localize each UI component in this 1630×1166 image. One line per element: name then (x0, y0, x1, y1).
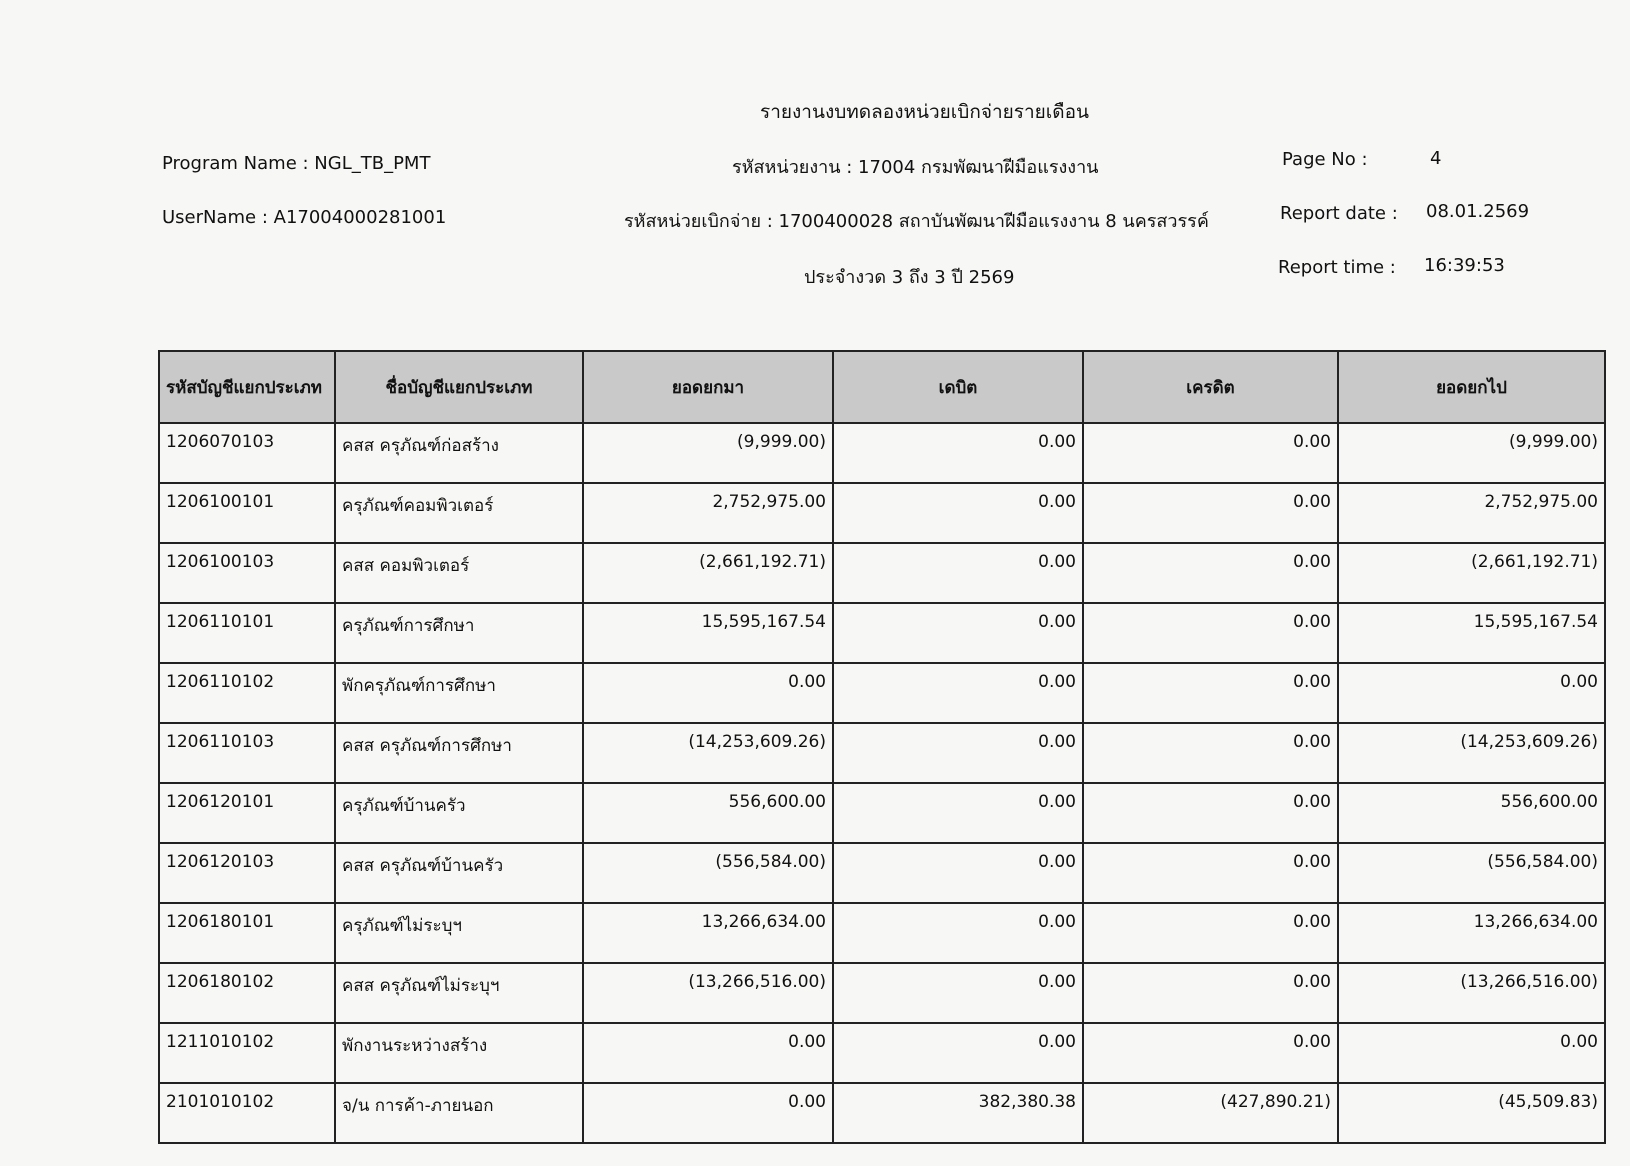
account-code-cell: 1206100103 (159, 543, 335, 603)
account-name-cell: ครุภัณฑ์บ้านครัว (335, 783, 583, 843)
debit-cell: 0.00 (833, 483, 1083, 543)
account-code-cell: 2101010102 (159, 1083, 335, 1143)
account-code-cell: 1206180101 (159, 903, 335, 963)
account-code-cell: 1206110103 (159, 723, 335, 783)
credit-cell: 0.00 (1083, 543, 1338, 603)
table-header-row (159, 351, 1605, 423)
account-name-cell: ครุภัณฑ์ไม่ระบุฯ (335, 903, 583, 963)
closing-balance-cell: 0.00 (1338, 1023, 1605, 1083)
report-title: รายงานงบทดลองหน่วยเบิกจ่ายรายเดือน (760, 101, 1090, 123)
account-code-cell: 1206180102 (159, 963, 335, 1023)
closing-balance-cell: (556,584.00) (1338, 843, 1605, 903)
disbursing-unit-code: รหัสหน่วยเบิกจ่าย : 1700400028 สถาบันพัฒนาฝีมือแรงงาน 8 นครสวรรค์ (624, 211, 1209, 232)
table-row (159, 1023, 1605, 1083)
closing-balance-cell: 15,595,167.54 (1338, 603, 1605, 663)
table-row (159, 783, 1605, 843)
opening-balance-cell: (556,584.00) (583, 843, 833, 903)
closing-balance-cell: 13,266,634.00 (1338, 903, 1605, 963)
credit-cell: 0.00 (1083, 483, 1338, 543)
col-header-credit: เครดิต (1083, 351, 1338, 423)
credit-cell: 0.00 (1083, 723, 1338, 783)
opening-balance-cell: 13,266,634.00 (583, 903, 833, 963)
account-name-cell: พักงานระหว่างสร้าง (335, 1023, 583, 1083)
ledger-table (158, 350, 1606, 1144)
account-code-cell: 1206120103 (159, 843, 335, 903)
report-date-label: Report date : (1280, 203, 1398, 224)
debit-cell: 382,380.38 (833, 1083, 1083, 1143)
closing-balance-cell: (9,999.00) (1338, 423, 1605, 483)
table-row (159, 963, 1605, 1023)
agency-code: รหัสหน่วยงาน : 17004 กรมพัฒนาฝีมือแรงงาน (732, 157, 1099, 178)
debit-cell: 0.00 (833, 783, 1083, 843)
debit-cell: 0.00 (833, 903, 1083, 963)
credit-cell: 0.00 (1083, 423, 1338, 483)
col-header-debit: เดบิต (833, 351, 1083, 423)
ledger-body (159, 423, 1605, 1143)
username: UserName : A17004000281001 (162, 207, 447, 228)
credit-cell: 0.00 (1083, 783, 1338, 843)
account-name-cell: คสส ครุภัณฑ์ไม่ระบุฯ (335, 963, 583, 1023)
opening-balance-cell: 0.00 (583, 663, 833, 723)
closing-balance-cell: (2,661,192.71) (1338, 543, 1605, 603)
table-row (159, 1083, 1605, 1143)
credit-cell: 0.00 (1083, 663, 1338, 723)
col-header-closing-balance: ยอดยกไป (1338, 351, 1605, 423)
account-name-cell: ครุภัณฑ์การศึกษา (335, 603, 583, 663)
report-time-value: 16:39:53 (1424, 255, 1505, 276)
credit-cell: 0.00 (1083, 843, 1338, 903)
table-row (159, 723, 1605, 783)
page-no-label: Page No : (1282, 149, 1368, 170)
report-date-value: 08.01.2569 (1426, 201, 1530, 222)
table-row (159, 483, 1605, 543)
closing-balance-cell: (45,509.83) (1338, 1083, 1605, 1143)
debit-cell: 0.00 (833, 843, 1083, 903)
debit-cell: 0.00 (833, 543, 1083, 603)
account-name-cell: พักครุภัณฑ์การศึกษา (335, 663, 583, 723)
opening-balance-cell: 2,752,975.00 (583, 483, 833, 543)
opening-balance-cell: 0.00 (583, 1023, 833, 1083)
closing-balance-cell: (14,253,609.26) (1338, 723, 1605, 783)
table-row (159, 603, 1605, 663)
opening-balance-cell: (14,253,609.26) (583, 723, 833, 783)
col-header-opening-balance: ยอดยกมา (583, 351, 833, 423)
debit-cell: 0.00 (833, 723, 1083, 783)
table-row (159, 903, 1605, 963)
closing-balance-cell: 0.00 (1338, 663, 1605, 723)
debit-cell: 0.00 (833, 1023, 1083, 1083)
debit-cell: 0.00 (833, 603, 1083, 663)
opening-balance-cell: 556,600.00 (583, 783, 833, 843)
debit-cell: 0.00 (833, 663, 1083, 723)
table-row (159, 843, 1605, 903)
debit-cell: 0.00 (833, 963, 1083, 1023)
account-name-cell: คสส คอมพิวเตอร์ (335, 543, 583, 603)
closing-balance-cell: 2,752,975.00 (1338, 483, 1605, 543)
table-row (159, 423, 1605, 483)
table-row (159, 663, 1605, 723)
credit-cell: 0.00 (1083, 963, 1338, 1023)
account-name-cell: ครุภัณฑ์คอมพิวเตอร์ (335, 483, 583, 543)
closing-balance-cell: (13,266,516.00) (1338, 963, 1605, 1023)
credit-cell: 0.00 (1083, 903, 1338, 963)
col-header-account-name: ชื่อบัญชีแยกประเภท (335, 351, 583, 423)
closing-balance-cell: 556,600.00 (1338, 783, 1605, 843)
program-name: Program Name : NGL_TB_PMT (162, 153, 431, 174)
report-time-label: Report time : (1278, 257, 1396, 278)
account-name-cell: จ/น การค้า-ภายนอก (335, 1083, 583, 1143)
debit-cell: 0.00 (833, 423, 1083, 483)
opening-balance-cell: 15,595,167.54 (583, 603, 833, 663)
opening-balance-cell: (2,661,192.71) (583, 543, 833, 603)
account-name-cell: คสส ครุภัณฑ์ก่อสร้าง (335, 423, 583, 483)
account-code-cell: 1206070103 (159, 423, 335, 483)
account-code-cell: 1206110101 (159, 603, 335, 663)
credit-cell: (427,890.21) (1083, 1083, 1338, 1143)
credit-cell: 0.00 (1083, 1023, 1338, 1083)
account-code-cell: 1211010102 (159, 1023, 335, 1083)
page-no-value: 4 (1430, 148, 1442, 169)
account-name-cell: คสส ครุภัณฑ์บ้านครัว (335, 843, 583, 903)
report-period: ประจำงวด 3 ถึง 3 ปี 2569 (804, 267, 1015, 288)
opening-balance-cell: 0.00 (583, 1083, 833, 1143)
opening-balance-cell: (9,999.00) (583, 423, 833, 483)
account-code-cell: 1206100101 (159, 483, 335, 543)
table-row (159, 543, 1605, 603)
account-name-cell: คสส ครุภัณฑ์การศึกษา (335, 723, 583, 783)
account-code-cell: 1206110102 (159, 663, 335, 723)
opening-balance-cell: (13,266,516.00) (583, 963, 833, 1023)
credit-cell: 0.00 (1083, 603, 1338, 663)
col-header-account-code: รหัสบัญชีแยกประเภท (159, 351, 335, 423)
account-code-cell: 1206120101 (159, 783, 335, 843)
